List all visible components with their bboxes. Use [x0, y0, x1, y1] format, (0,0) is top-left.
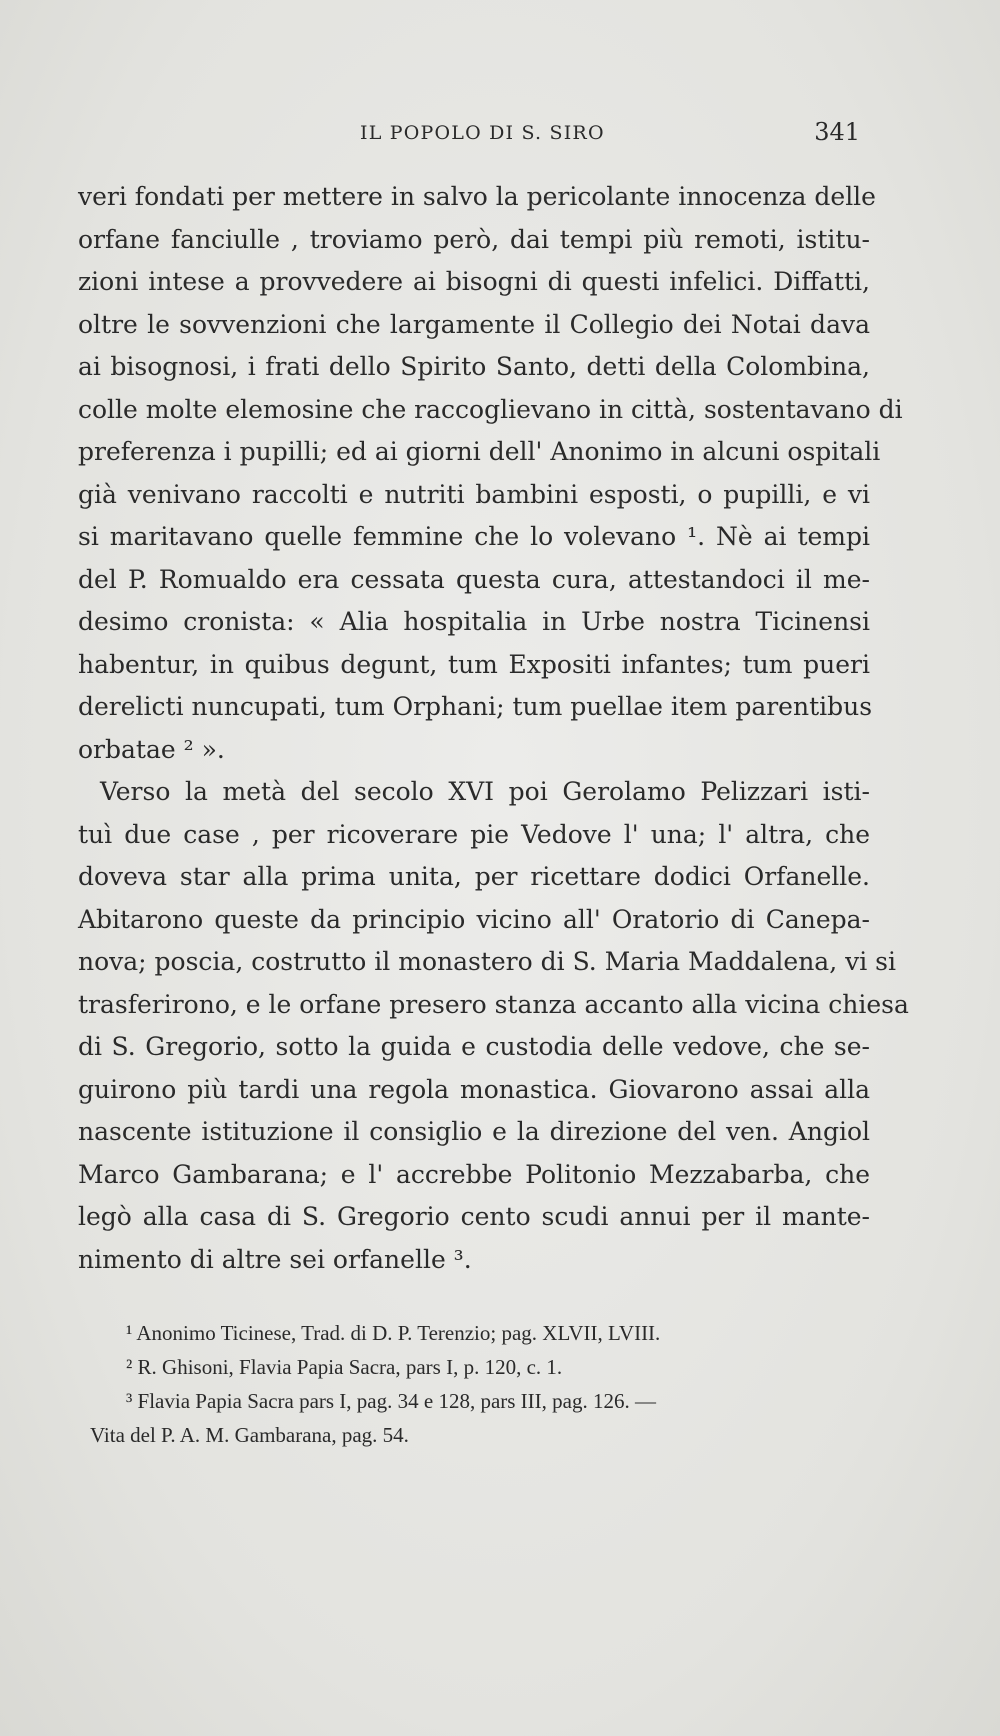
text-line: di S. Gregorio, sotto la guida e custodia delle vedove, che se-	[78, 1032, 870, 1061]
text-line: del P. Romualdo era cessata questa cura, attestandoci il me-	[78, 564, 870, 594]
text-line: guirono più tardi una regola monastica. Giovarono assai alla	[78, 1074, 870, 1104]
text-line: oltre le sovvenzioni che largamente il Collegio dei Notai dava	[78, 309, 870, 339]
text-line: derelicti nuncupati, tum Orphani; tum puellae item parentibus	[78, 692, 873, 721]
footnote-2: ² R. Ghisoni, Flavia Papia Sacra, pars I, p. 120, c. 1.	[126, 1355, 563, 1379]
text-line: veri fondati per mettere in salvo la pericolante innocenza delle	[78, 182, 876, 211]
text-line: orbatae ² ».	[78, 734, 225, 764]
text-line: Abitarono queste da principio vicino all' Oratorio di Canepa-	[78, 904, 870, 934]
footnote-3-continuation: Vita del P. A. M. Gambarana, pag. 54.	[90, 1423, 409, 1447]
text-line: si maritavano quelle femmine che lo volevano ¹. Nè ai tempi	[78, 522, 870, 551]
text-line: nova; poscia, costrutto il monastero di S. Maria Maddalena, vi si	[78, 947, 896, 976]
page-number: 341	[814, 118, 860, 146]
footnotes	[90, 1316, 856, 1452]
text-line: trasferirono, e le orfane presero stanza accanto alla vicina chiesa	[78, 989, 909, 1019]
text-line: nimento di altre sei orfanelle ³.	[78, 1244, 472, 1274]
text-line: desimo cronista: « Alia hospitalia in Urbe nostra Ticinensi	[78, 607, 870, 636]
text-line: ai bisognosi, i frati dello Spirito Santo, detti della Colombina,	[78, 352, 870, 381]
text-line: orfane fanciulle , troviamo però, dai tempi più remoti, istitu-	[78, 224, 870, 254]
text-line: doveva star alla prima unita, per ricettare dodici Orfanelle.	[78, 862, 870, 891]
text-line: Marco Gambarana; e l' accrebbe Politonio Mezzabarba, che	[78, 1159, 870, 1189]
text-line: zioni intese a provvedere ai bisogni di questi infelici. Diffatti,	[78, 267, 870, 296]
text-line: tuì due case , per ricoverare pie Vedove l' una; l' altra, che	[78, 819, 870, 849]
text-line: nascente istituzione il consiglio e la direzione del ven. Angiol	[78, 1117, 870, 1146]
text-line: habentur, in quibus degunt, tum Expositi infantes; tum pueri	[78, 649, 870, 679]
footnote-3: ³ Flavia Papia Sacra pars I, pag. 34 e 128, pars III, pag. 126. —	[126, 1389, 656, 1413]
text-line: legò alla casa di S. Gregorio cento scudi annui per il mante-	[78, 1202, 870, 1231]
running-title: IL POPOLO DI S. SIRO	[360, 122, 605, 144]
footnote-1: ¹ Anonimo Ticinese, Trad. di D. P. Terenzio; pag. XLVII, LVIII.	[126, 1321, 661, 1345]
text-line: già venivano raccolti e nutriti bambini esposti, o pupilli, e vi	[78, 479, 870, 509]
main-text	[78, 176, 909, 1281]
text-line: colle molte elemosine che raccoglievano in città, sostentavano di	[78, 394, 903, 424]
text-line: Verso la metà del secolo XVI poi Gerolamo Pelizzari isti-	[100, 777, 870, 806]
text-line: preferenza i pupilli; ed ai giorni dell' Anonimo in alcuni ospitali	[78, 437, 881, 466]
